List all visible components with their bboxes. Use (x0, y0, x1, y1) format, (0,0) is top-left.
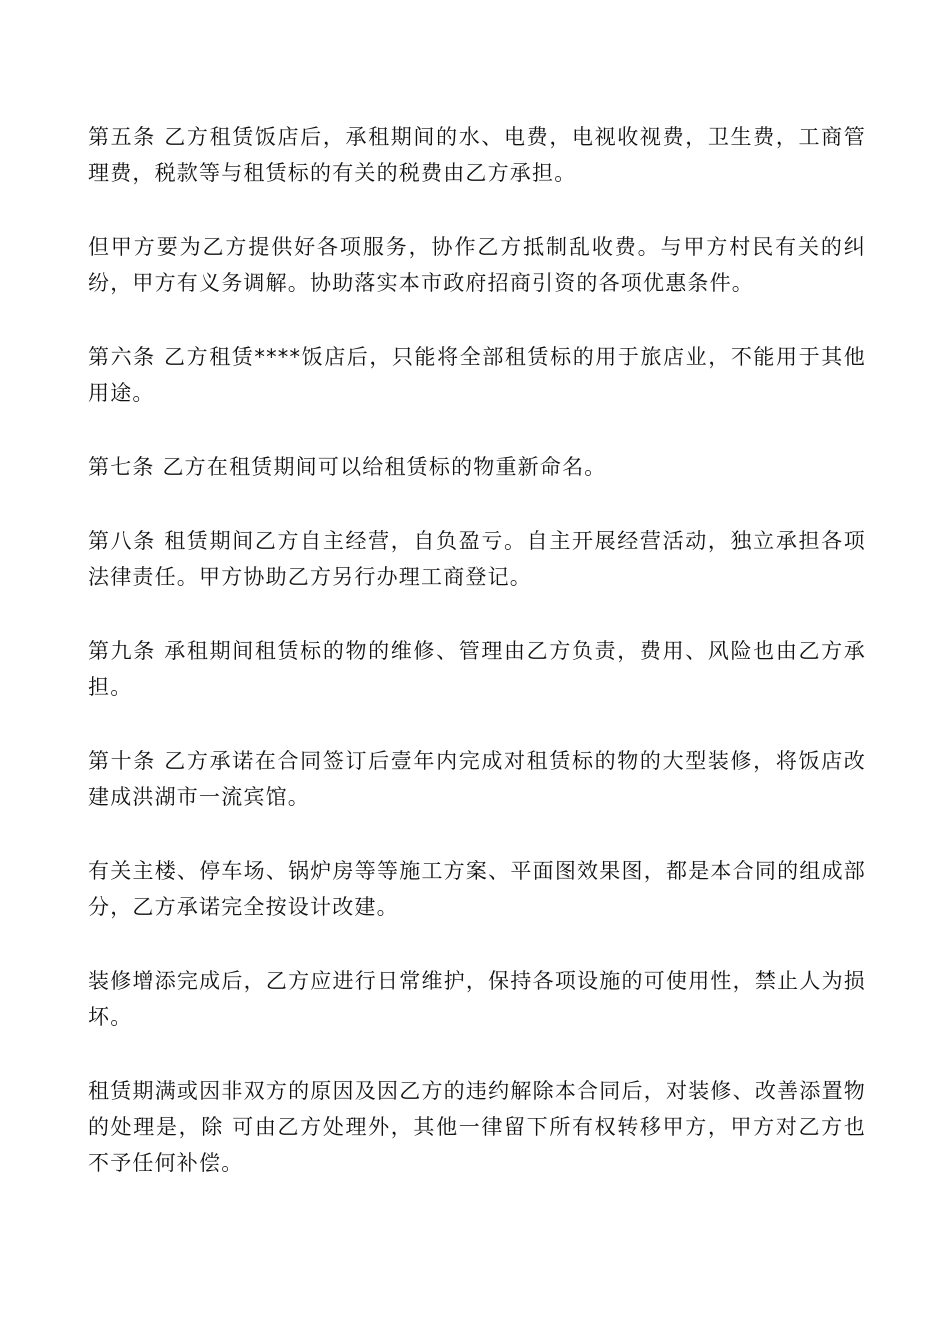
paragraph-construction-plans: 有关主楼、停车场、锅炉房等等施工方案、平面图效果图，都是本合同的组成部分，乙方承诺完全按设计改建。 (88, 859, 866, 919)
paragraph-lease-termination: 租赁期满或因非双方的原因及因乙方的违约解除本合同后，对装修、改善添置物的处理是，除 可由乙方处理外，其他一律留下所有权转移甲方，甲方对乙方也不予任何补偿。 (88, 1079, 866, 1175)
document-body (88, 119, 866, 1219)
paragraph-article-7: 第七条 乙方在租赁期间可以给租赁标的物重新命名。 (88, 455, 607, 479)
paragraph-article-5: 第五条 乙方租赁饭店后，承租期间的水、电费，电视收视费，卫生费，工商管理费，税款等与租赁标的有关的税费由乙方承担。 (88, 125, 866, 185)
paragraph-article-6: 第六条 乙方租赁****饭店后，只能将全部租赁标的用于旅店业，不能用于其他用途。 (88, 345, 866, 405)
paragraph-maintenance: 装修增添完成后，乙方应进行日常维护，保持各项设施的可使用性，禁止人为损坏。 (88, 969, 866, 1029)
paragraph-article-10: 第十条 乙方承诺在合同签订后壹年内完成对租赁标的物的大型装修，将饭店改建成洪湖市一流宾馆。 (88, 749, 866, 809)
paragraph-article-5-continued: 但甲方要为乙方提供好各项服务，协作乙方抵制乱收费。与甲方村民有关的纠纷，甲方有义务调解。协助落实本市政府招商引资的各项优惠条件。 (88, 235, 866, 295)
paragraph-article-8: 第八条 租赁期间乙方自主经营，自负盈亏。自主开展经营活动，独立承担各项法律责任。甲方协助乙方另行办理工商登记。 (88, 529, 866, 589)
paragraph-article-9: 第九条 承租期间租赁标的物的维修、管理由乙方负责，费用、风险也由乙方承担。 (88, 639, 866, 699)
